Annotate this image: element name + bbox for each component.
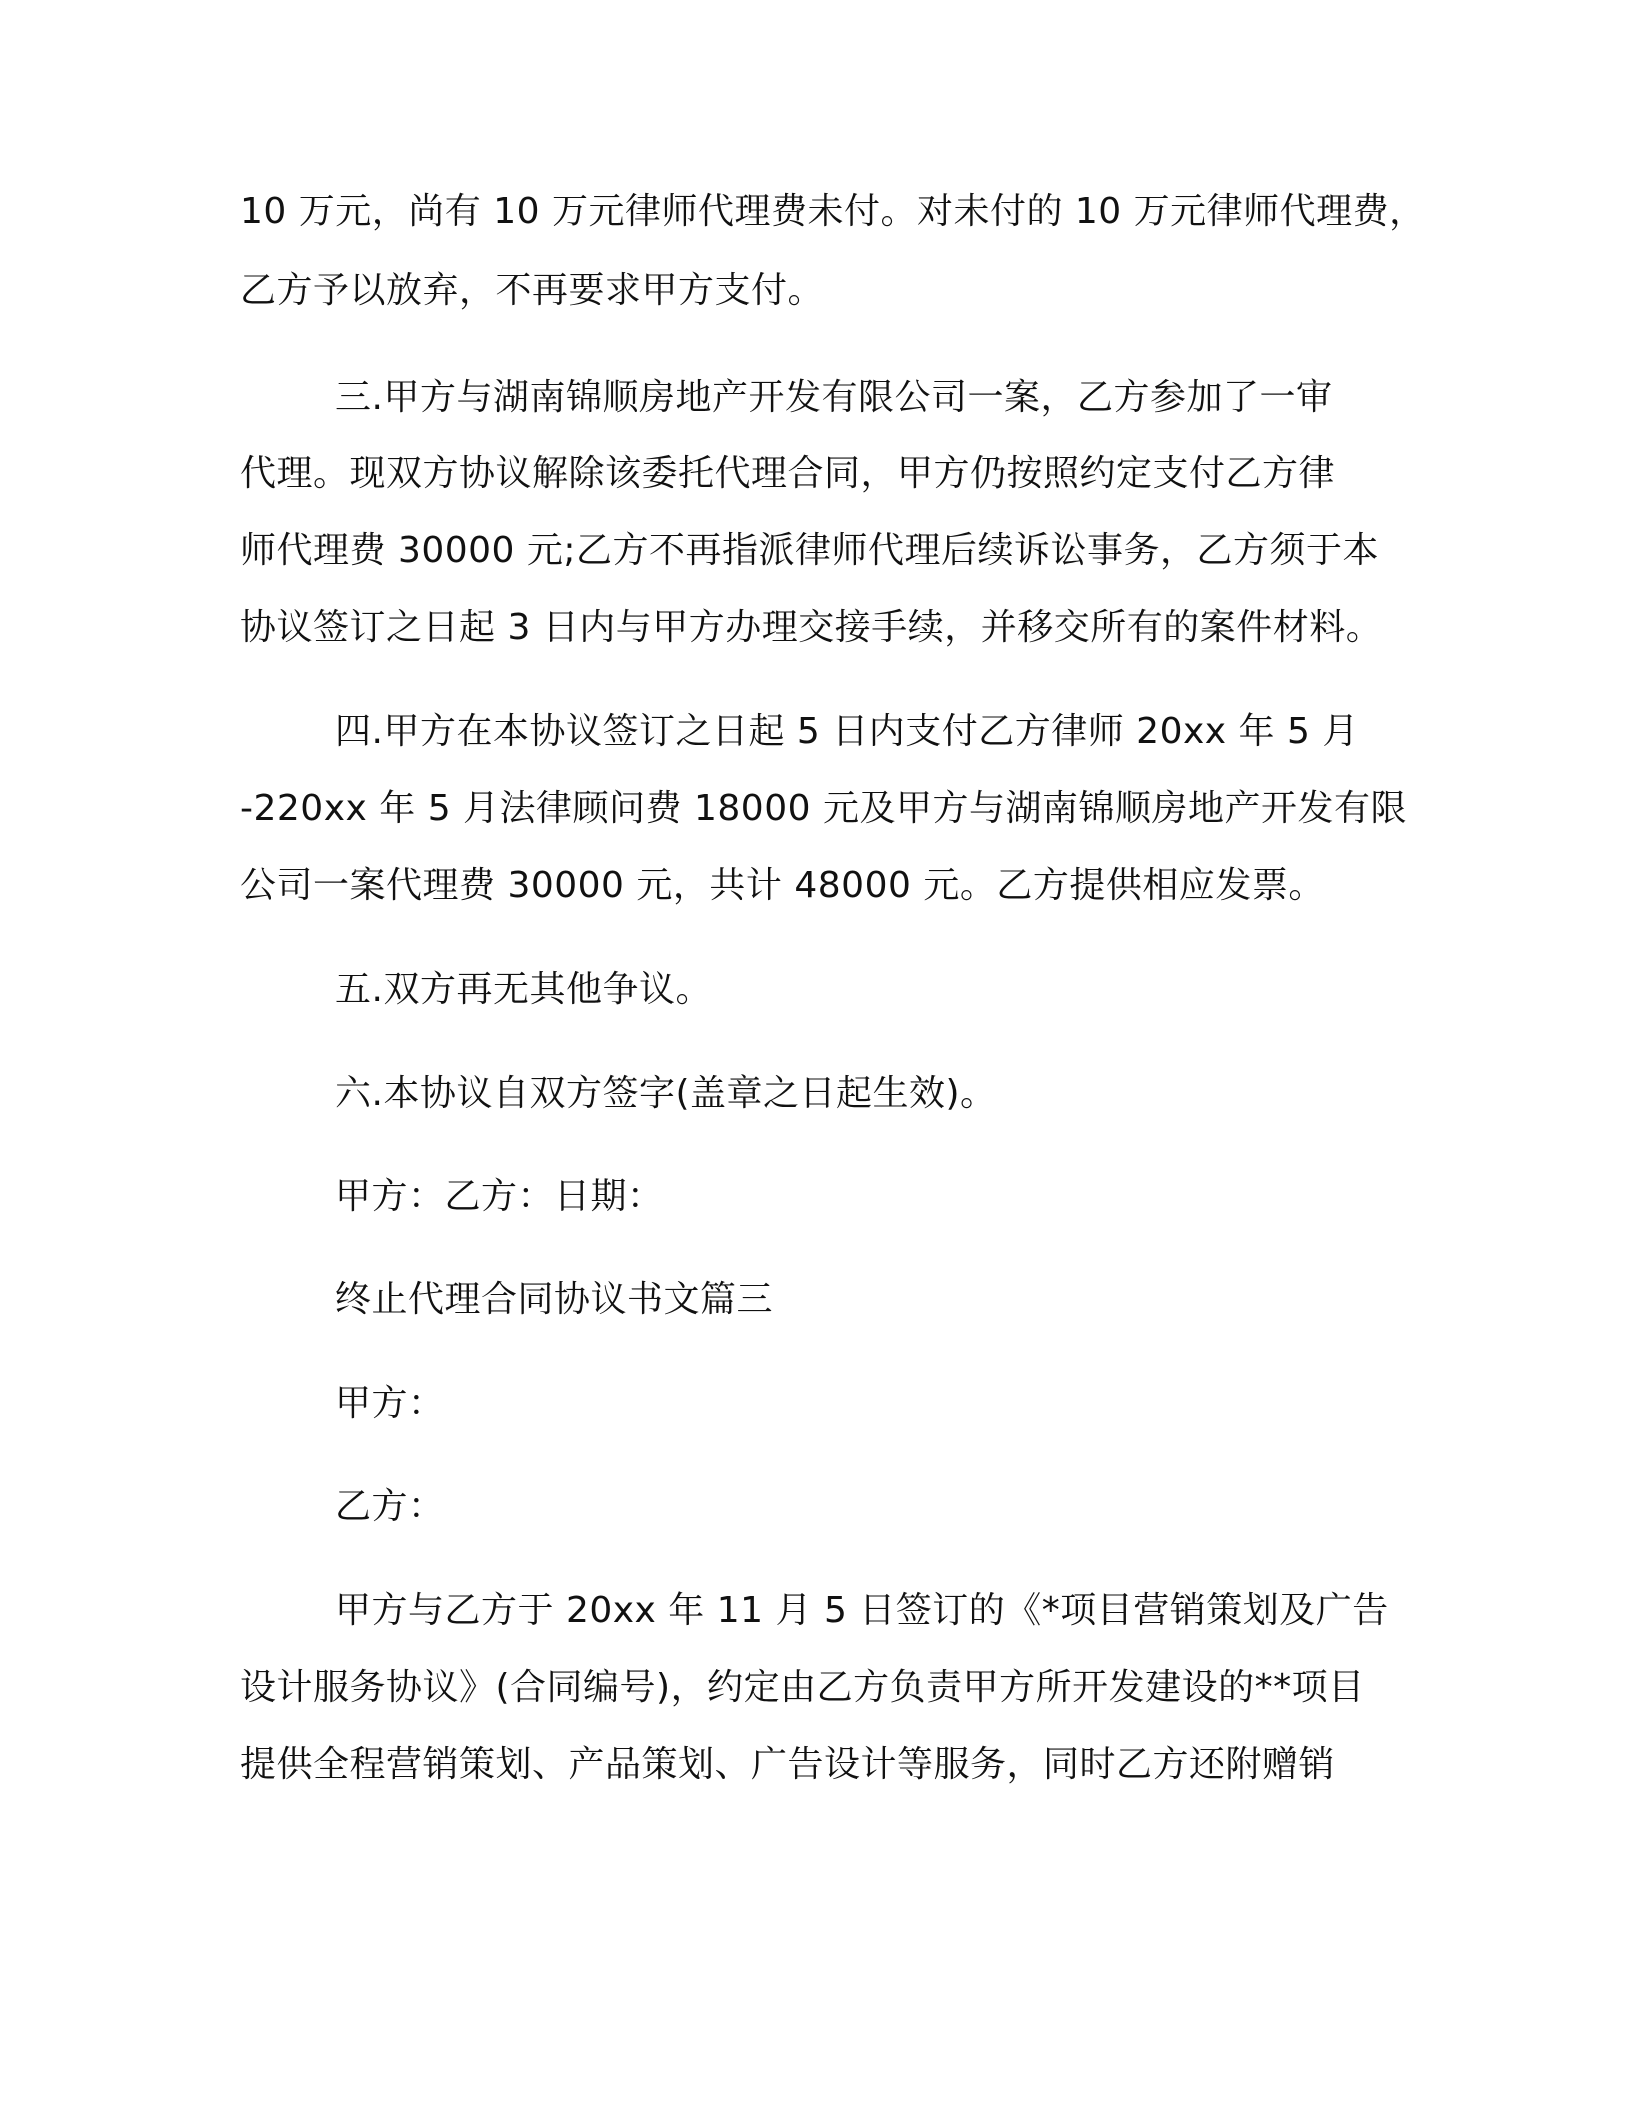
paragraph-line: -220xx 年 5 月法律顾问费 18000 元及甲方与湖南锦顺房地产开发有限 — [240, 788, 1407, 829]
paragraph-line: 甲方与乙方于 20xx 年 11 月 5 日签订的《*项目营销策划及广告 — [335, 1590, 1389, 1631]
party-b-label: 乙方： — [335, 1486, 445, 1527]
paragraph-line: 设计服务协议》(合同编号)，约定由乙方负责甲方所开发建设的**项目 — [240, 1667, 1365, 1708]
paragraph-line: 五.双方再无其他争议。 — [335, 969, 712, 1010]
party-a-label: 甲方： — [335, 1383, 445, 1424]
paragraph-line: 师代理费 30000 元;乙方不再指派律师代理后续诉讼事务，乙方须于本 — [240, 530, 1380, 571]
paragraph-line: 乙方予以放弃，不再要求甲方支付。 — [240, 270, 825, 311]
section-title: 终止代理合同协议书文篇三 — [335, 1279, 774, 1320]
signature-line: 甲方：乙方：日期： — [335, 1176, 664, 1217]
paragraph-line: 提供全程营销策划、产品策划、广告设计等服务，同时乙方还附赠销 — [240, 1744, 1336, 1785]
paragraph-line: 三.甲方与湖南锦顺房地产开发有限公司一案，乙方参加了一审 — [335, 377, 1333, 418]
paragraph-line: 代理。现双方协议解除该委托代理合同，甲方仍按照约定支付乙方律 — [240, 453, 1336, 494]
paragraph-line: 协议签订之日起 3 日内与甲方办理交接手续，并移交所有的案件材料。 — [240, 607, 1383, 648]
paragraph-line: 公司一案代理费 30000 元，共计 48000 元。乙方提供相应发票。 — [240, 865, 1325, 906]
paragraph-line: 10 万元，尚有 10 万元律师代理费未付。对未付的 10 万元律师代理费， — [240, 191, 1426, 232]
paragraph-line: 四.甲方在本协议签订之日起 5 日内支付乙方律师 20xx 年 5 月 — [335, 711, 1359, 752]
paragraph-line: 六.本协议自双方签字(盖章之日起生效)。 — [335, 1073, 997, 1114]
